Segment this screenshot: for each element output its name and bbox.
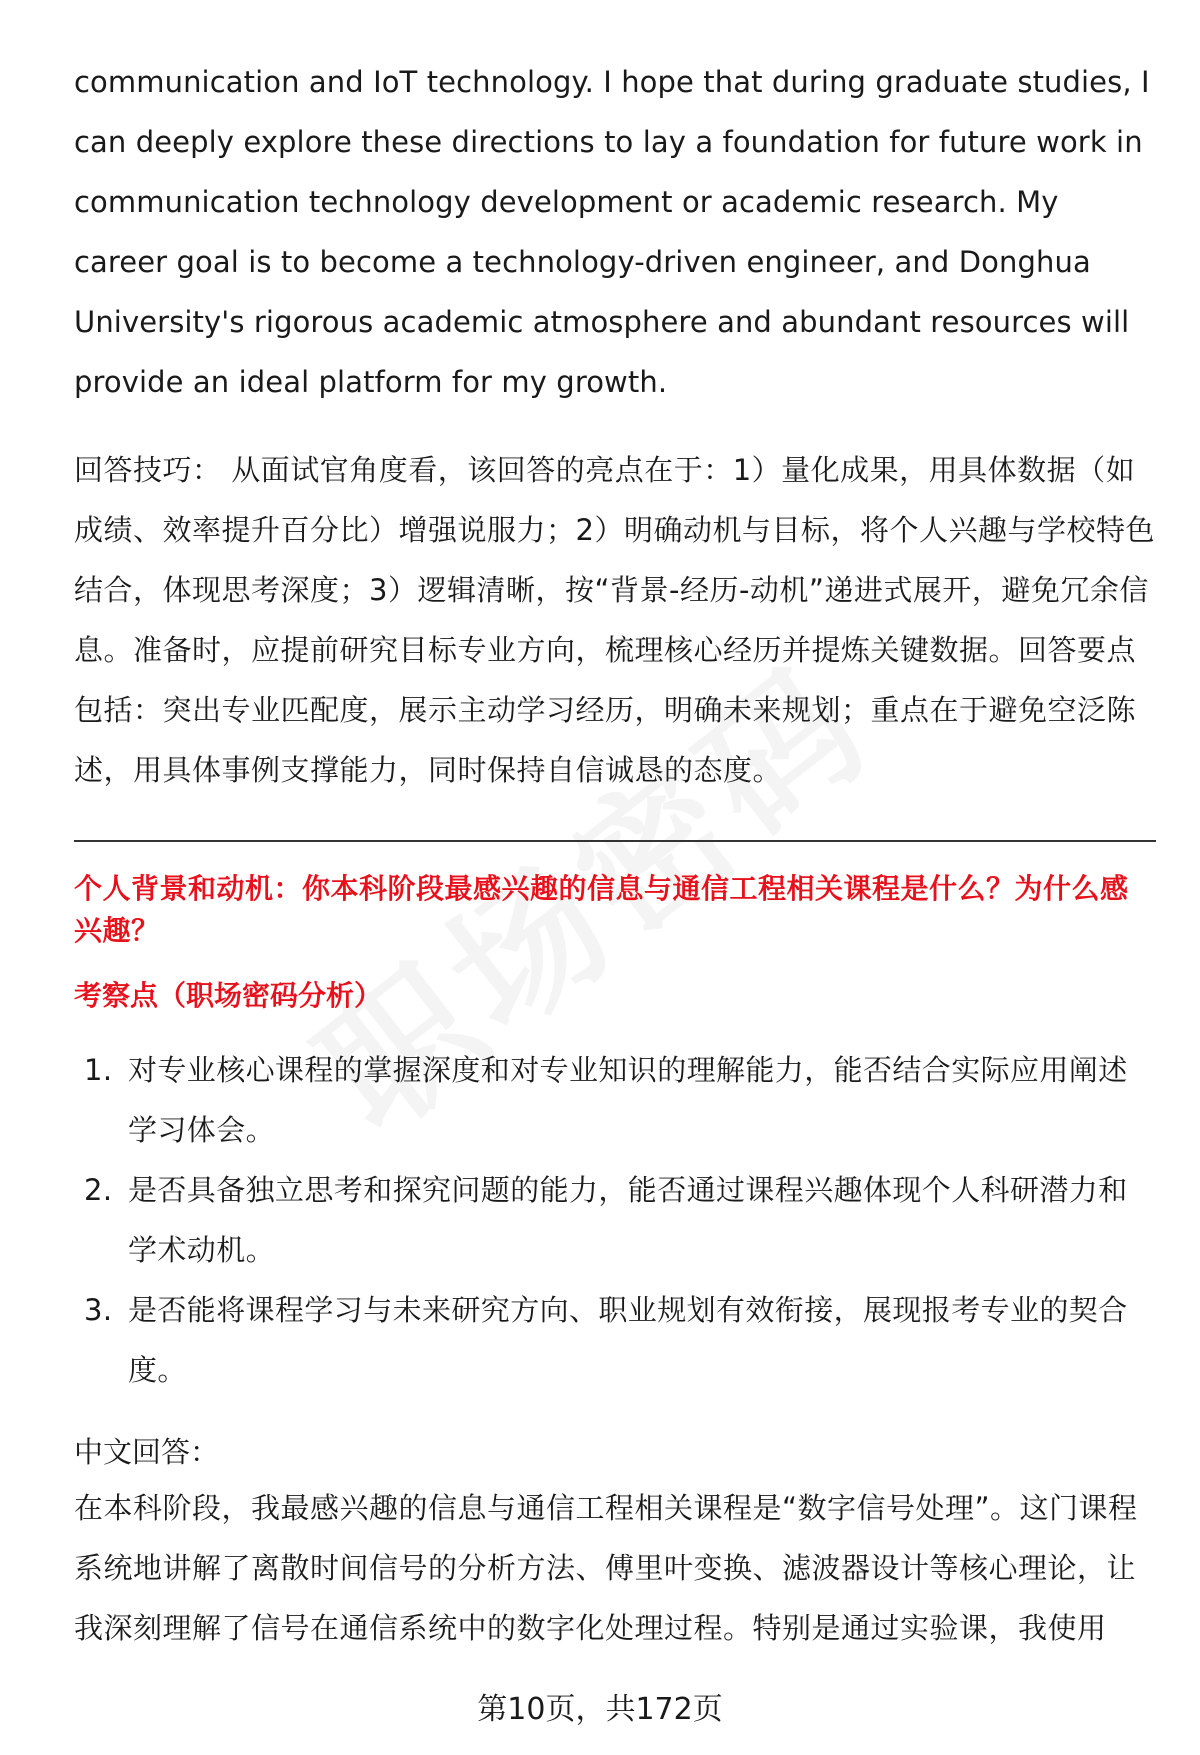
list-item (74, 1040, 1156, 1160)
section-divider (74, 840, 1156, 842)
chinese-answer-paragraph: 在本科阶段，我最感兴趣的信息与通信工程相关课程是“数字信号处理”。这门课程系统地讲解了离散时间信号的分析方法、傅里叶变换、滤波器设计等核心理论，让我深刻理解了信号在通信系统中的数字化处理过程。特别是通过实验课，我使用 (74, 1491, 1138, 1645)
document-page (74, 52, 1156, 1658)
chinese-answer-label: 中文回答： (74, 1435, 220, 1469)
answer-tips-paragraph: 回答技巧： 从面试官角度看，该回答的亮点在于：1）量化成果，用具体数据（如成绩、效率提升百分比）增强说服力；2）明确动机与目标，将个人兴趣与学校特色结合，体现思考深度；3）逻辑清晰，按“背景-经历-动机”递进式展开，避免冗余信息。准备时，应提前研究目标专业方向，梳理核心经历并提炼关键数据。回答要点包括：突出专业匹配度，展示主动学习经历，明确未来规划；重点在于避免空泛陈述，用具体事例支撑能力，同时保持自信诚恳的态度。 (74, 453, 1155, 787)
list-item-text: 是否能将课程学习与未来研究方向、职业规划有效衔接，展现报考专业的契合度。 (128, 1293, 1128, 1387)
list-item (74, 1280, 1156, 1400)
list-item-text: 是否具备独立思考和探究问题的能力，能否通过课程兴趣体现个人科研潜力和学术动机。 (128, 1173, 1128, 1267)
assessment-points-list (74, 1040, 1156, 1400)
list-item (74, 1160, 1156, 1280)
english-answer-paragraph: communication and IoT technology. I hope that during graduate studies, I can deeply explore these directions to lay a foundation for future work in communication technology development or academic research. My career goal is to become a technology-driven engineer, and Donghua University's rigorous academic atmosphere and abundant resources will provide an ideal platform for my growth. (74, 65, 1150, 399)
assessment-heading: 考察点（职场密码分析） (74, 979, 383, 1012)
interview-question: 个人背景和动机：你本科阶段最感兴趣的信息与通信工程相关课程是什么？为什么感兴趣？ (74, 872, 1129, 947)
list-item-number: 2. (84, 1173, 113, 1207)
list-item-text: 对专业核心课程的掌握深度和对专业知识的理解能力，能否结合实际应用阐述学习体会。 (128, 1053, 1128, 1147)
list-item-number: 3. (84, 1293, 113, 1327)
page-number-footer: 第10页，共172页 (477, 1692, 723, 1727)
list-item-number: 1. (84, 1053, 113, 1087)
